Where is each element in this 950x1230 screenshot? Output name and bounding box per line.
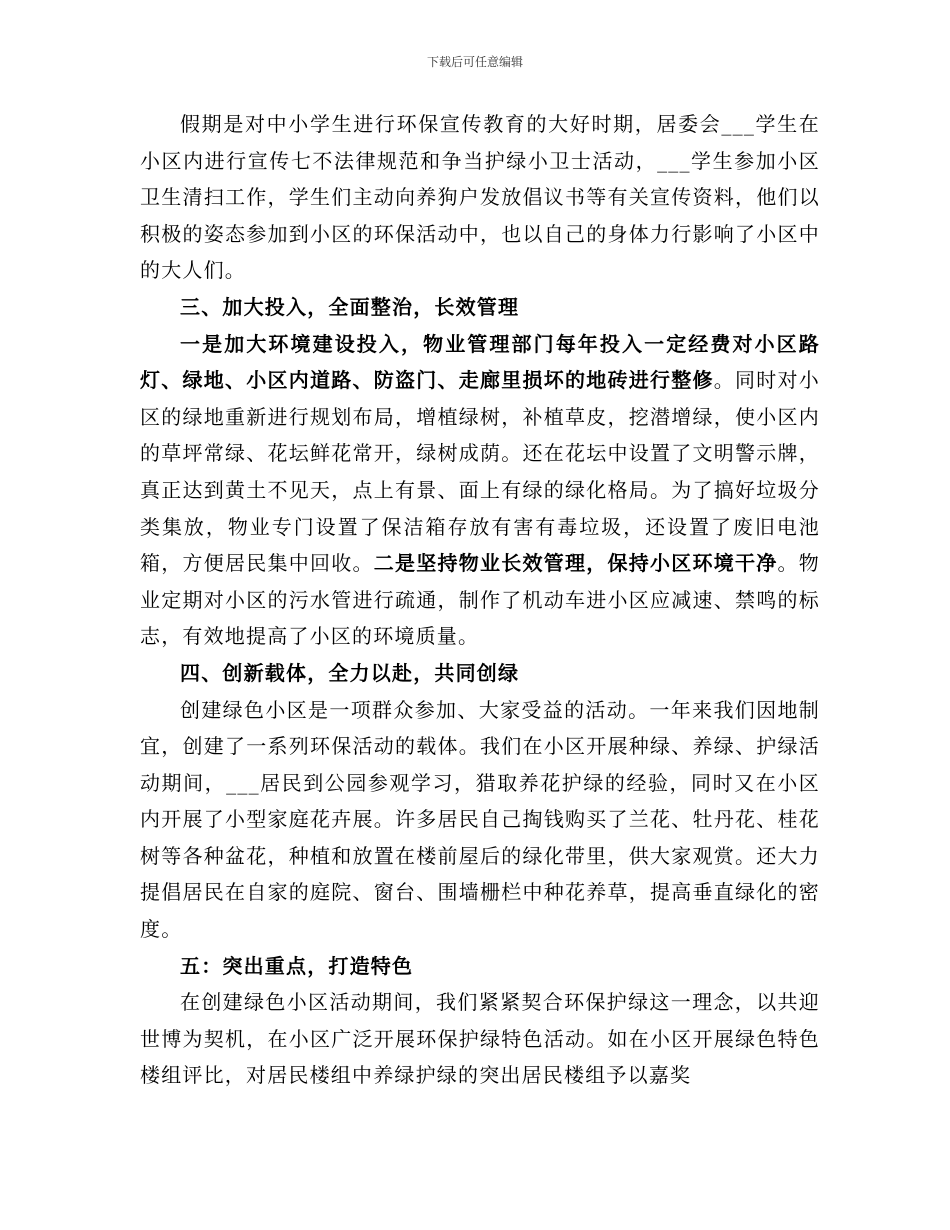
document-body xyxy=(140,106,820,1094)
section-heading-4: 四、创新载体，全力以赴，共同创绿 xyxy=(180,660,520,685)
paragraph-text: 。同时对小区的绿地重新进行规划布局，增植绿树，补植草皮，挖潜增绿，使小区内的草坪常绿、花坛鲜花常开，绿树成荫。还在花坛中设置了文明警示牌，真正达到黄土不见天，点上有景、面上有绿的绿化格局。为了搞好垃圾分类集放，物业专门设置了保洁箱存放有害有毒垃圾，还设置了废旧电池箱，方便居民集中回收。 xyxy=(140,368,821,576)
paragraph-featured-activities: 在创建绿色小区活动期间，我们紧紧契合环保护绿这一理念，以共迎世博为契机，在小区广泛开展环保护绿特色活动。如在小区开展绿色特色楼组评比，对居民楼组中养绿护绿的突出居民楼组予以嘉奖 xyxy=(140,990,820,1088)
paragraph-holiday-education: 假期是对中小学生进行环保宣传教育的大好时期，居委会___学生在小区内进行宣传七不法律规范和争当护绿小卫士活动，___学生参加小区卫生清扫工作，学生们主动向养狗户发放倡议书等有关宣传资料，他们以积极的姿态参加到小区的环保活动中，也以自己的身体力行影响了小区中的大人们。 xyxy=(140,112,820,283)
page-header: 下载后可任意编辑 xyxy=(426,55,523,69)
paragraph-text: 。物业定期对小区的污水管进行疏通，制作了机动车进小区应减速、禁鸣的标志，有效地提高了小区的环境质量。 xyxy=(140,551,820,649)
section-heading-5: 五：突出重点，打造特色 xyxy=(180,953,414,978)
paragraph-green-community: 创建绿色小区是一项群众参加、大家受益的活动。一年来我们因地制宜，创建了一系列环保活动的载体。我们在小区开展种绿、养绿、护绿活动期间，___居民到公园参观学习，猎取养花护绿的经验，同时又在小区内开展了小型家庭花卉展。许多居民自己掏钱购买了兰花、牡丹花、桂花树等各种盆花，种植和放置在楼前屋后的绿化带里，供大家观赏。还大力提倡居民在自家的庭院、窗台、围墙栅栏中种花养草，提高垂直绿化的密度。 xyxy=(140,697,820,942)
section-heading-3: 三、加大投入，全面整治，长效管理 xyxy=(180,294,520,319)
bold-text-second-point: 二是坚持物业长效管理，保持小区环境干净 xyxy=(373,551,778,576)
paragraph-investment xyxy=(140,326,820,655)
bold-text-first-point: 一是加大环境建设投入，物业管理部门每年投入一定经费对小区路灯、绿地、小区内道路、防盗门、走廊里损坏的地砖进行整修 xyxy=(140,331,820,393)
